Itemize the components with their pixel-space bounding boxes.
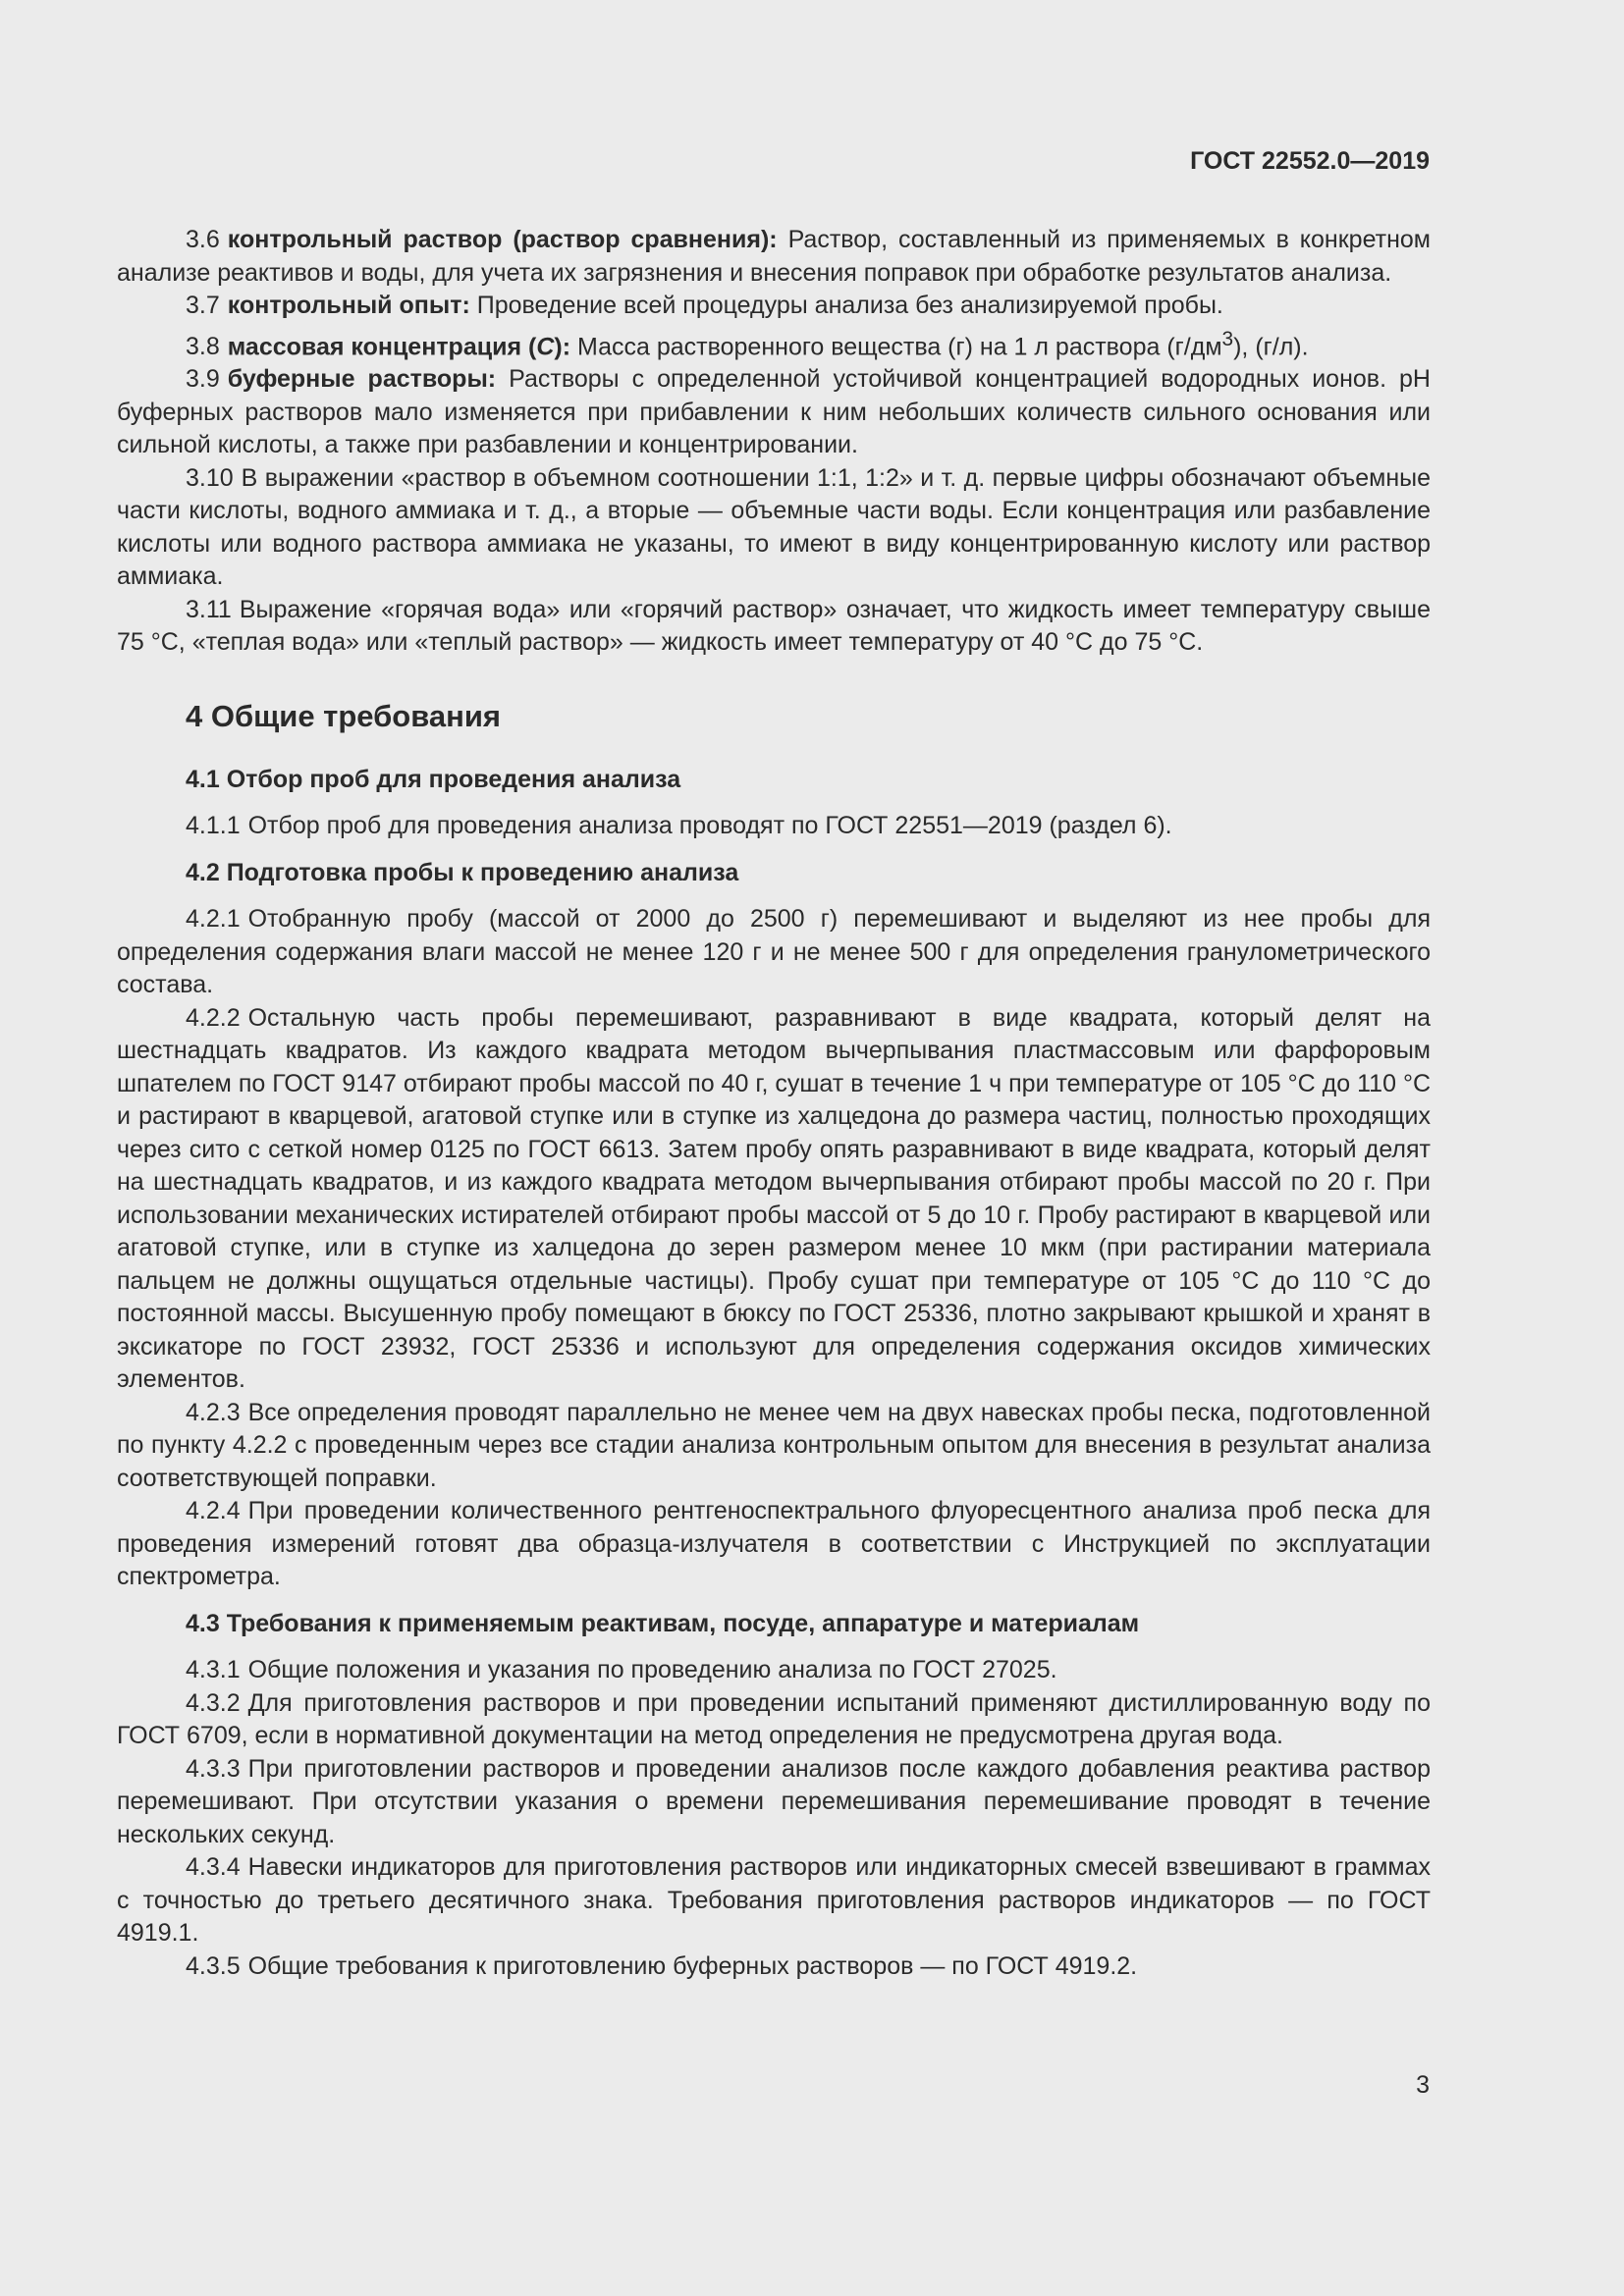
paragraph-text: Отбор проб для проведения анализа проводят по ГОСТ 22551—2019 (раздел 6). — [247, 812, 1172, 840]
item-number: 4.1.1 — [186, 812, 241, 840]
item-number: 4.2.4 — [186, 1497, 241, 1525]
paragraph-3-11 — [117, 594, 1431, 660]
paragraph-text: В выражении «раствор в объемном соотношении 1:1, 1:2» и т. д. первые цифры обозначают объемные части кислоты, водного аммиака и т. д., а вторые — объемные части воды. Если концентрация или разбавление кислоты или водного раствора аммиака не указаны, то имеют в виду концентрированную кислоту или раствор аммиака. — [117, 463, 1431, 591]
definition-end: ), (г/л). — [1233, 332, 1309, 360]
paragraph-4-2-4 — [117, 1495, 1431, 1594]
document-code: ГОСТ 22552.0—2019 — [1190, 147, 1430, 175]
term: буферные растворы: — [227, 365, 497, 394]
paragraph-3-10 — [117, 462, 1431, 594]
term-part: ): — [554, 332, 571, 360]
paragraph-4-3-4 — [117, 1851, 1431, 1950]
paragraph-text: Для приготовления растворов и при проведении испытаний применяют дистиллированную воду по ГОСТ 6709, если в нормативной документации на метод определения не предусмотрена другая вода. — [117, 1688, 1431, 1750]
item-number: 4.2.1 — [186, 905, 241, 934]
paragraph-3-6 — [117, 224, 1431, 290]
definition: Растворы с определенной устойчивой концентрацией водородных ионов. pH буферных растворов мало изменяется при прибавлении к ним небольших количеств сильного основания или сильной кислоты, а также при разбавлении и концентрировании. — [117, 365, 1431, 459]
item-number: 4.3.5 — [186, 1951, 241, 1980]
subsection-heading-4-2: 4.2 Подготовка пробы к проведению анализа — [186, 858, 739, 886]
paragraph-4-3-5 — [117, 1950, 1431, 1984]
subsection-heading-4-1: 4.1 Отбор проб для проведения анализа — [186, 765, 681, 793]
paragraph-text: При проведении количественного рентгеноспектрального флуоресцентного анализа проб песка для проведения измерений готовят два образца-излучателя в соответствии с Инструкцией по эксплуатации спектрометра. — [117, 1497, 1431, 1591]
term: контрольный раствор (раствор сравнения): — [227, 226, 778, 253]
superscript: 3 — [1221, 327, 1234, 350]
paragraph-text: Все определения проводят параллельно не менее чем на двух навесках пробы песка, подготовленной по пункту 4.2.2 с проведенным через все стадии анализа контрольным опытом для внесения в результат анализа соответствующей поправки. — [117, 1398, 1431, 1492]
term-variable: C — [536, 332, 555, 360]
item-number: 3.11 — [186, 595, 232, 623]
definition: Раствор, составленный из применяемых в конкретном анализе реактивов и воды, для учета их загрязнения и внесения поправок при обработке результатов анализа. — [117, 226, 1431, 287]
item-number: 4.3.2 — [186, 1688, 241, 1717]
paragraph-4-3-3 — [117, 1753, 1431, 1852]
item-number: 3.6 — [186, 226, 220, 253]
paragraph-4-2-2 — [117, 1002, 1431, 1397]
item-number: 3.9 — [186, 365, 220, 394]
term — [228, 333, 570, 360]
paragraph-4-2-3 — [117, 1397, 1431, 1496]
page-number: 3 — [1416, 2071, 1430, 2099]
section-heading-4: 4 Общие требования — [186, 698, 501, 733]
subsection-heading-4-3: 4.3 Требования к применяемым реактивам, посуде, аппаратуре и материалам — [186, 1609, 1140, 1637]
item-number: 3.7 — [186, 292, 220, 319]
item-number: 4.2.2 — [186, 1003, 241, 1032]
paragraph-text: Отобранную пробу (массой от 2000 до 2500 г) перемешивают и выделяют из нее пробы для определения содержания влаги массой не менее 120 г и не менее 500 г для определения гранулометрического состава. — [117, 905, 1431, 999]
item-number: 4.3.1 — [186, 1656, 241, 1684]
paragraph-text: Остальную часть пробы перемешивают, разравнивают в виде квадрата, который делят на шестнадцать квадратов. Из каждого квадрата методом вычерпывания пластмассовым или фарфоровым шпателем по ГОСТ 9147 отбирают пробы массой по 40 г, сушат в течение 1 ч при температуре от 105 °С до 110 °С и растирают в кварцевой, агатовой ступке или в ступке из халцедона до размера частиц, полностью проходящих через сито с сеткой номер 0125 по ГОСТ 6613. Затем пробу опять разравнивают в виде квадрата, который делят на шестнадцать квадратов, и из каждого квадрата методом вычерпывания отбирают пробы массой по 20 г. При использовании механических истирателей отбирают пробы массой от 5 до 10 г. Пробу растирают в кварцевой или агатовой ступке, или в ступке из халцедона до зерен размером менее 10 мкм (при растирании материала пальцем не должны ощущаться отдельные частицы). Пробу сушат при температуре от 105 °С до 110 °С до постоянной массы. Высушенную пробу помещают в бюксу по ГОСТ 25336, плотно закрывают крышкой и хранят в эксикаторе по ГОСТ 23932, ГОСТ 25336 и используют для определения содержания оксидов химических элементов. — [117, 1003, 1431, 1394]
item-number: 4.3.3 — [186, 1754, 241, 1783]
paragraph-text: Общие положения и указания по проведению анализа по ГОСТ 27025. — [247, 1656, 1057, 1684]
definition: Проведение всей процедуры анализа без анализируемой пробы. — [469, 292, 1223, 319]
paragraph-text: При приготовлении растворов и проведении анализов после каждого добавления реактива раствор перемешивают. При отсутствии указания о времени перемешивания перемешивание проводят в течение нескольких секунд. — [117, 1754, 1431, 1848]
paragraph-text: Выражение «горячая вода» или «горячий раствор» означает, что жидкость имеет температуру свыше 75 °С, «теплая вода» или «теплый раствор» — жидкость имеет температуру от 40 °С до 75 °С. — [117, 595, 1431, 657]
paragraph-4-1-1 — [117, 810, 1431, 843]
item-number: 4.2.3 — [186, 1398, 241, 1426]
term-part: массовая концентрация ( — [227, 332, 537, 360]
paragraph-4-3-2 — [117, 1687, 1431, 1753]
term: контрольный опыт: — [227, 292, 470, 319]
paragraph-3-9 — [117, 363, 1431, 462]
document-body — [117, 224, 1431, 1983]
paragraph-text: Общие требования к приготовлению буферных растворов — по ГОСТ 4919.2. — [247, 1951, 1138, 1980]
paragraph-3-8 — [117, 323, 1431, 364]
item-number: 3.8 — [186, 332, 220, 360]
paragraph-4-3-1 — [117, 1654, 1431, 1687]
item-number: 4.3.4 — [186, 1853, 241, 1882]
definition: Масса растворенного вещества (г) на 1 л раствора (г/дм — [570, 332, 1222, 360]
item-number: 3.10 — [186, 463, 234, 492]
paragraph-4-2-1 — [117, 903, 1431, 1002]
paragraph-3-7 — [117, 290, 1431, 323]
paragraph-text: Навески индикаторов для приготовления растворов или индикаторных смесей взвешивают в граммах с точностью до третьего десятичного знака. Требования приготовления растворов индикаторов — по ГОСТ 4919.1. — [117, 1853, 1431, 1948]
